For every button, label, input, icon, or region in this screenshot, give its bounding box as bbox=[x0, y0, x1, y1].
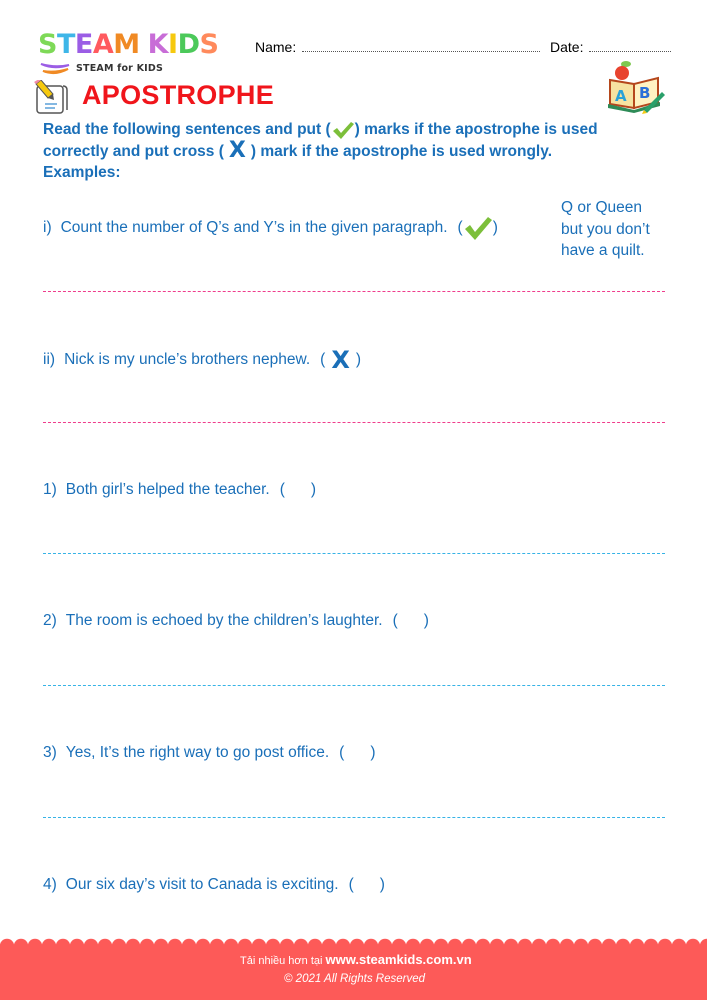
pencil-paper-icon bbox=[33, 80, 69, 114]
paren-open: ( bbox=[320, 351, 326, 368]
paren-open: ( bbox=[392, 612, 398, 629]
item-text: Nick is my uncle’s brothers nephew. bbox=[64, 351, 311, 368]
logo-letter: S bbox=[38, 29, 57, 60]
side-note-line: Q or Queen bbox=[561, 199, 642, 216]
paren-close: ) bbox=[492, 219, 498, 236]
paren-close: ) bbox=[423, 612, 429, 629]
date-field[interactable] bbox=[550, 39, 671, 55]
paren-close: ) bbox=[379, 876, 385, 893]
page-title: APOSTROPHE bbox=[82, 80, 275, 110]
cross-mark-icon: X bbox=[331, 346, 350, 374]
date-input-line[interactable] bbox=[589, 40, 671, 52]
item-number: 1) bbox=[43, 481, 57, 498]
answer-box[interactable] bbox=[458, 215, 498, 241]
paren-open: ( bbox=[348, 876, 354, 893]
instruction-line-2 bbox=[43, 138, 683, 164]
item-text: Yes, It’s the right way to go post office. bbox=[65, 744, 330, 761]
answer-box[interactable] bbox=[320, 346, 361, 374]
side-note-line: have a quilt. bbox=[561, 242, 645, 259]
paren-open: ( bbox=[279, 481, 285, 498]
instruction-text: ) marks if the apostrophe is used bbox=[354, 121, 598, 138]
name-label: Name: bbox=[255, 39, 297, 55]
logo-letter: D bbox=[177, 29, 200, 60]
item-text: The room is echoed by the children’s laughter. bbox=[65, 612, 383, 629]
question-item bbox=[43, 744, 376, 762]
name-input-line[interactable] bbox=[302, 40, 540, 52]
scalloped-edge bbox=[0, 936, 707, 946]
logo-letter: M bbox=[113, 29, 140, 60]
item-number: i) bbox=[43, 219, 52, 236]
side-note bbox=[561, 197, 681, 262]
item-number: 4) bbox=[43, 876, 57, 893]
paren-open: ( bbox=[339, 744, 345, 761]
checkmark-icon bbox=[331, 120, 355, 140]
question-item bbox=[43, 612, 429, 630]
item-text: Both girl’s helped the teacher. bbox=[65, 481, 270, 498]
abc-book-icon bbox=[604, 58, 666, 114]
paren-open: ( bbox=[457, 219, 463, 236]
footer-download-text bbox=[240, 952, 472, 967]
item-text: Our six day’s visit to Canada is exciting. bbox=[65, 876, 339, 893]
cross-mark-icon: X bbox=[228, 138, 246, 164]
instruction-text: correctly and put cross ( bbox=[43, 142, 224, 160]
instruction-text: Read the following sentences and put ( bbox=[43, 121, 331, 138]
divider bbox=[43, 685, 665, 686]
logo-wordmark bbox=[38, 30, 218, 60]
answer-box[interactable] bbox=[393, 612, 429, 630]
instructions bbox=[43, 119, 683, 184]
checkmark-icon bbox=[463, 215, 493, 241]
footer-copyright: © 2021 All Rights Reserved bbox=[284, 973, 426, 985]
answer-box[interactable] bbox=[280, 481, 316, 499]
date-label: Date: bbox=[550, 39, 584, 55]
examples-label: Examples: bbox=[43, 164, 121, 181]
answer-box[interactable] bbox=[339, 744, 375, 762]
logo-subtitle: STEAM for KIDS bbox=[76, 63, 164, 74]
divider bbox=[43, 291, 665, 292]
paren-close: ) bbox=[370, 744, 376, 761]
divider bbox=[43, 817, 665, 818]
steam-kids-logo bbox=[38, 30, 238, 74]
question-item bbox=[43, 481, 316, 499]
footer-prefix: Tải nhiều hơn tại bbox=[240, 955, 326, 967]
item-number: 3) bbox=[43, 744, 57, 761]
instruction-text: ) mark if the apostrophe is used wrongly. bbox=[250, 142, 553, 160]
example-item bbox=[43, 346, 361, 374]
logo-letter: I bbox=[168, 29, 178, 60]
item-text: Count the number of Q’s and Y’s in the given paragraph. bbox=[60, 219, 448, 236]
svg-text:B: B bbox=[639, 84, 651, 102]
instruction-line-1 bbox=[43, 119, 683, 141]
logo-letter: E bbox=[74, 29, 93, 60]
divider bbox=[43, 553, 665, 554]
name-field[interactable] bbox=[255, 39, 540, 55]
logo-letter: K bbox=[147, 29, 169, 60]
logo-letter: A bbox=[92, 29, 114, 60]
example-item bbox=[43, 215, 498, 241]
question-item bbox=[43, 876, 385, 894]
footer-url-link[interactable]: www.steamkids.com.vn bbox=[325, 952, 472, 967]
divider bbox=[43, 422, 665, 423]
logo-letter: S bbox=[199, 29, 219, 60]
paren-close: ) bbox=[355, 351, 362, 368]
paren-close: ) bbox=[310, 481, 317, 498]
item-number: 2) bbox=[43, 612, 57, 629]
answer-box[interactable] bbox=[349, 876, 385, 894]
logo-swoosh-icon bbox=[40, 62, 70, 76]
svg-text:A: A bbox=[615, 87, 627, 105]
footer bbox=[0, 942, 707, 1000]
logo-letter: T bbox=[56, 29, 75, 60]
item-number: ii) bbox=[43, 351, 56, 368]
side-note-line: but you don’t bbox=[561, 220, 650, 238]
